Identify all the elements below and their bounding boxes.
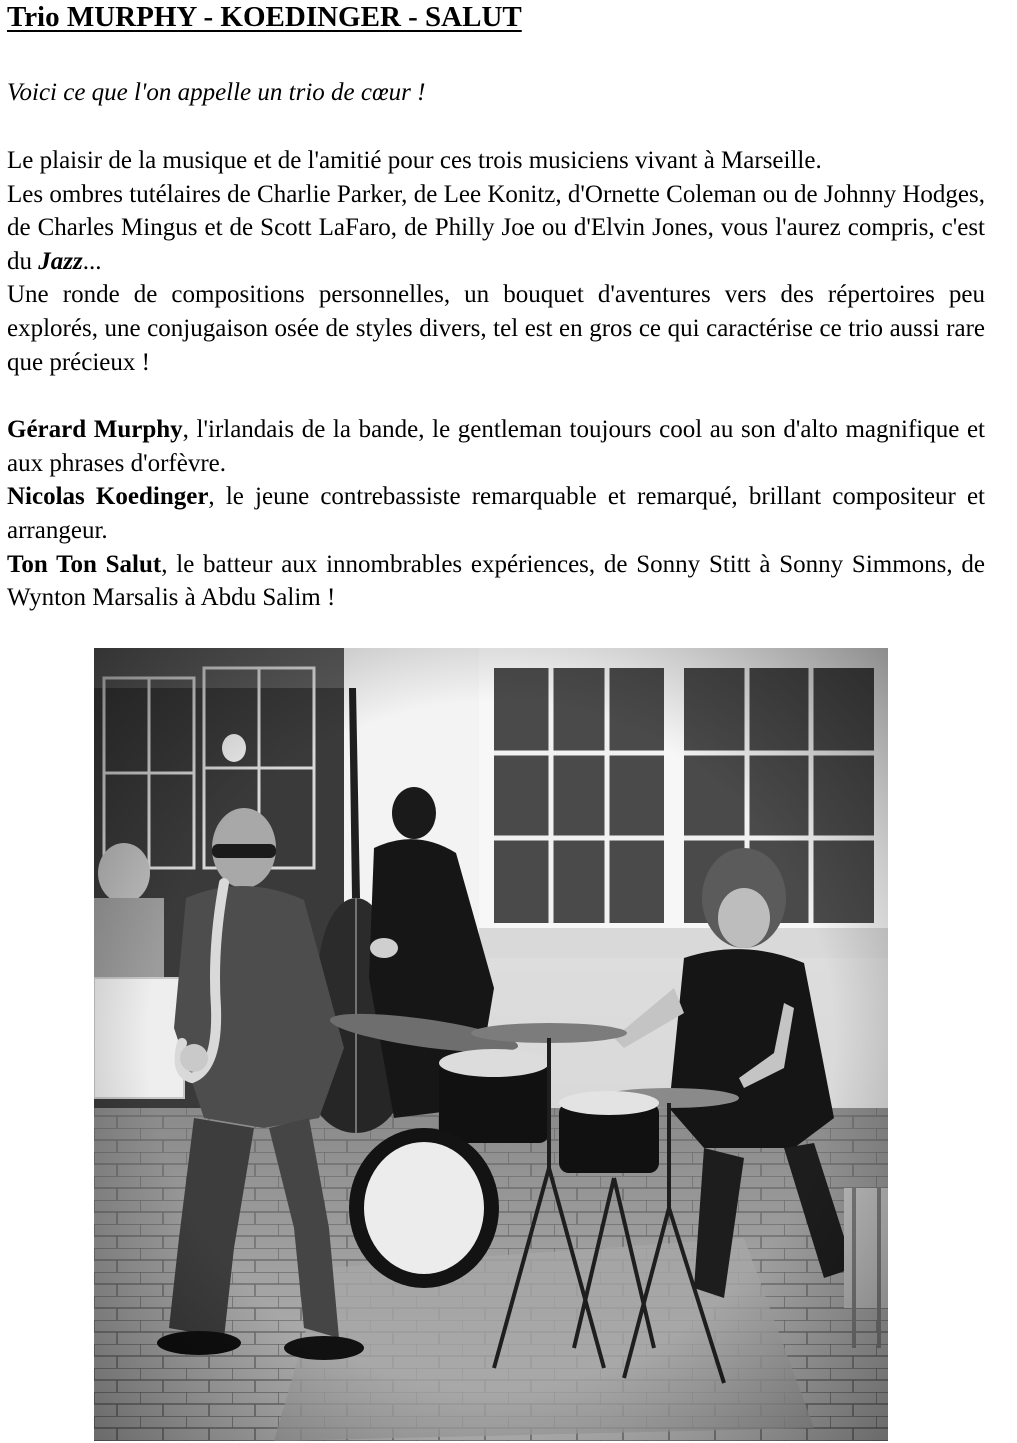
- musician-name: Ton Ton Salut: [7, 550, 162, 578]
- intro-line-2-ellipsis: ...: [82, 247, 102, 275]
- musician-desc: , le batteur aux innombrables expériences, de Sonny Stitt à Sonny Simmons, de Wynton Marsalis à Abdu Salim !: [7, 550, 985, 612]
- musicians-section: [7, 413, 985, 615]
- jazz-word: Jazz: [38, 247, 83, 275]
- intro-line-3: Une ronde de compositions personnelles, un bouquet d'aventures vers des répertoires peu explorés, une conjugaison osée de styles divers, tel est en gros ce qui caractérise ce trio aussi rare que précieux !: [7, 281, 985, 376]
- musician-name: Nicolas Koedinger: [7, 483, 209, 511]
- musician-desc: , l'irlandais de la bande, le gentleman toujours cool au son d'alto magnifique et aux phrases d'orfèvre.: [7, 416, 985, 477]
- trio-photo-illustration: [94, 648, 888, 1441]
- musician-name: Gérard Murphy: [7, 416, 183, 444]
- musician-salut: [7, 548, 985, 615]
- lead-sentence: Voici ce que l'on appelle un trio de cœur !: [7, 79, 426, 106]
- intro-line-1: Le plaisir de la musique et de l'amitié pour ces trois musiciens vivant à Marseille.: [7, 147, 822, 174]
- intro-section: [7, 144, 985, 379]
- intro-line-2: [7, 178, 985, 279]
- page-title: Trio MURPHY - KOEDINGER - SALUT: [7, 1, 522, 33]
- document: [7, 0, 985, 615]
- trio-photo: [94, 648, 888, 1441]
- musician-koedinger: [7, 480, 985, 547]
- musician-murphy: [7, 413, 985, 480]
- musician-desc: , le jeune contrebassiste remarquable et remarqué, brillant compositeur et arrangeur.: [7, 483, 985, 544]
- intro-line-2-text: Les ombres tutélaires de Charlie Parker, de Lee Konitz, d'Ornette Coleman ou de Johnny Hodges, de Charles Mingus et de Scott LaFaro, de Philly Joe ou d'Elvin Jones, vous l'aurez compris, c'est du: [7, 180, 985, 275]
